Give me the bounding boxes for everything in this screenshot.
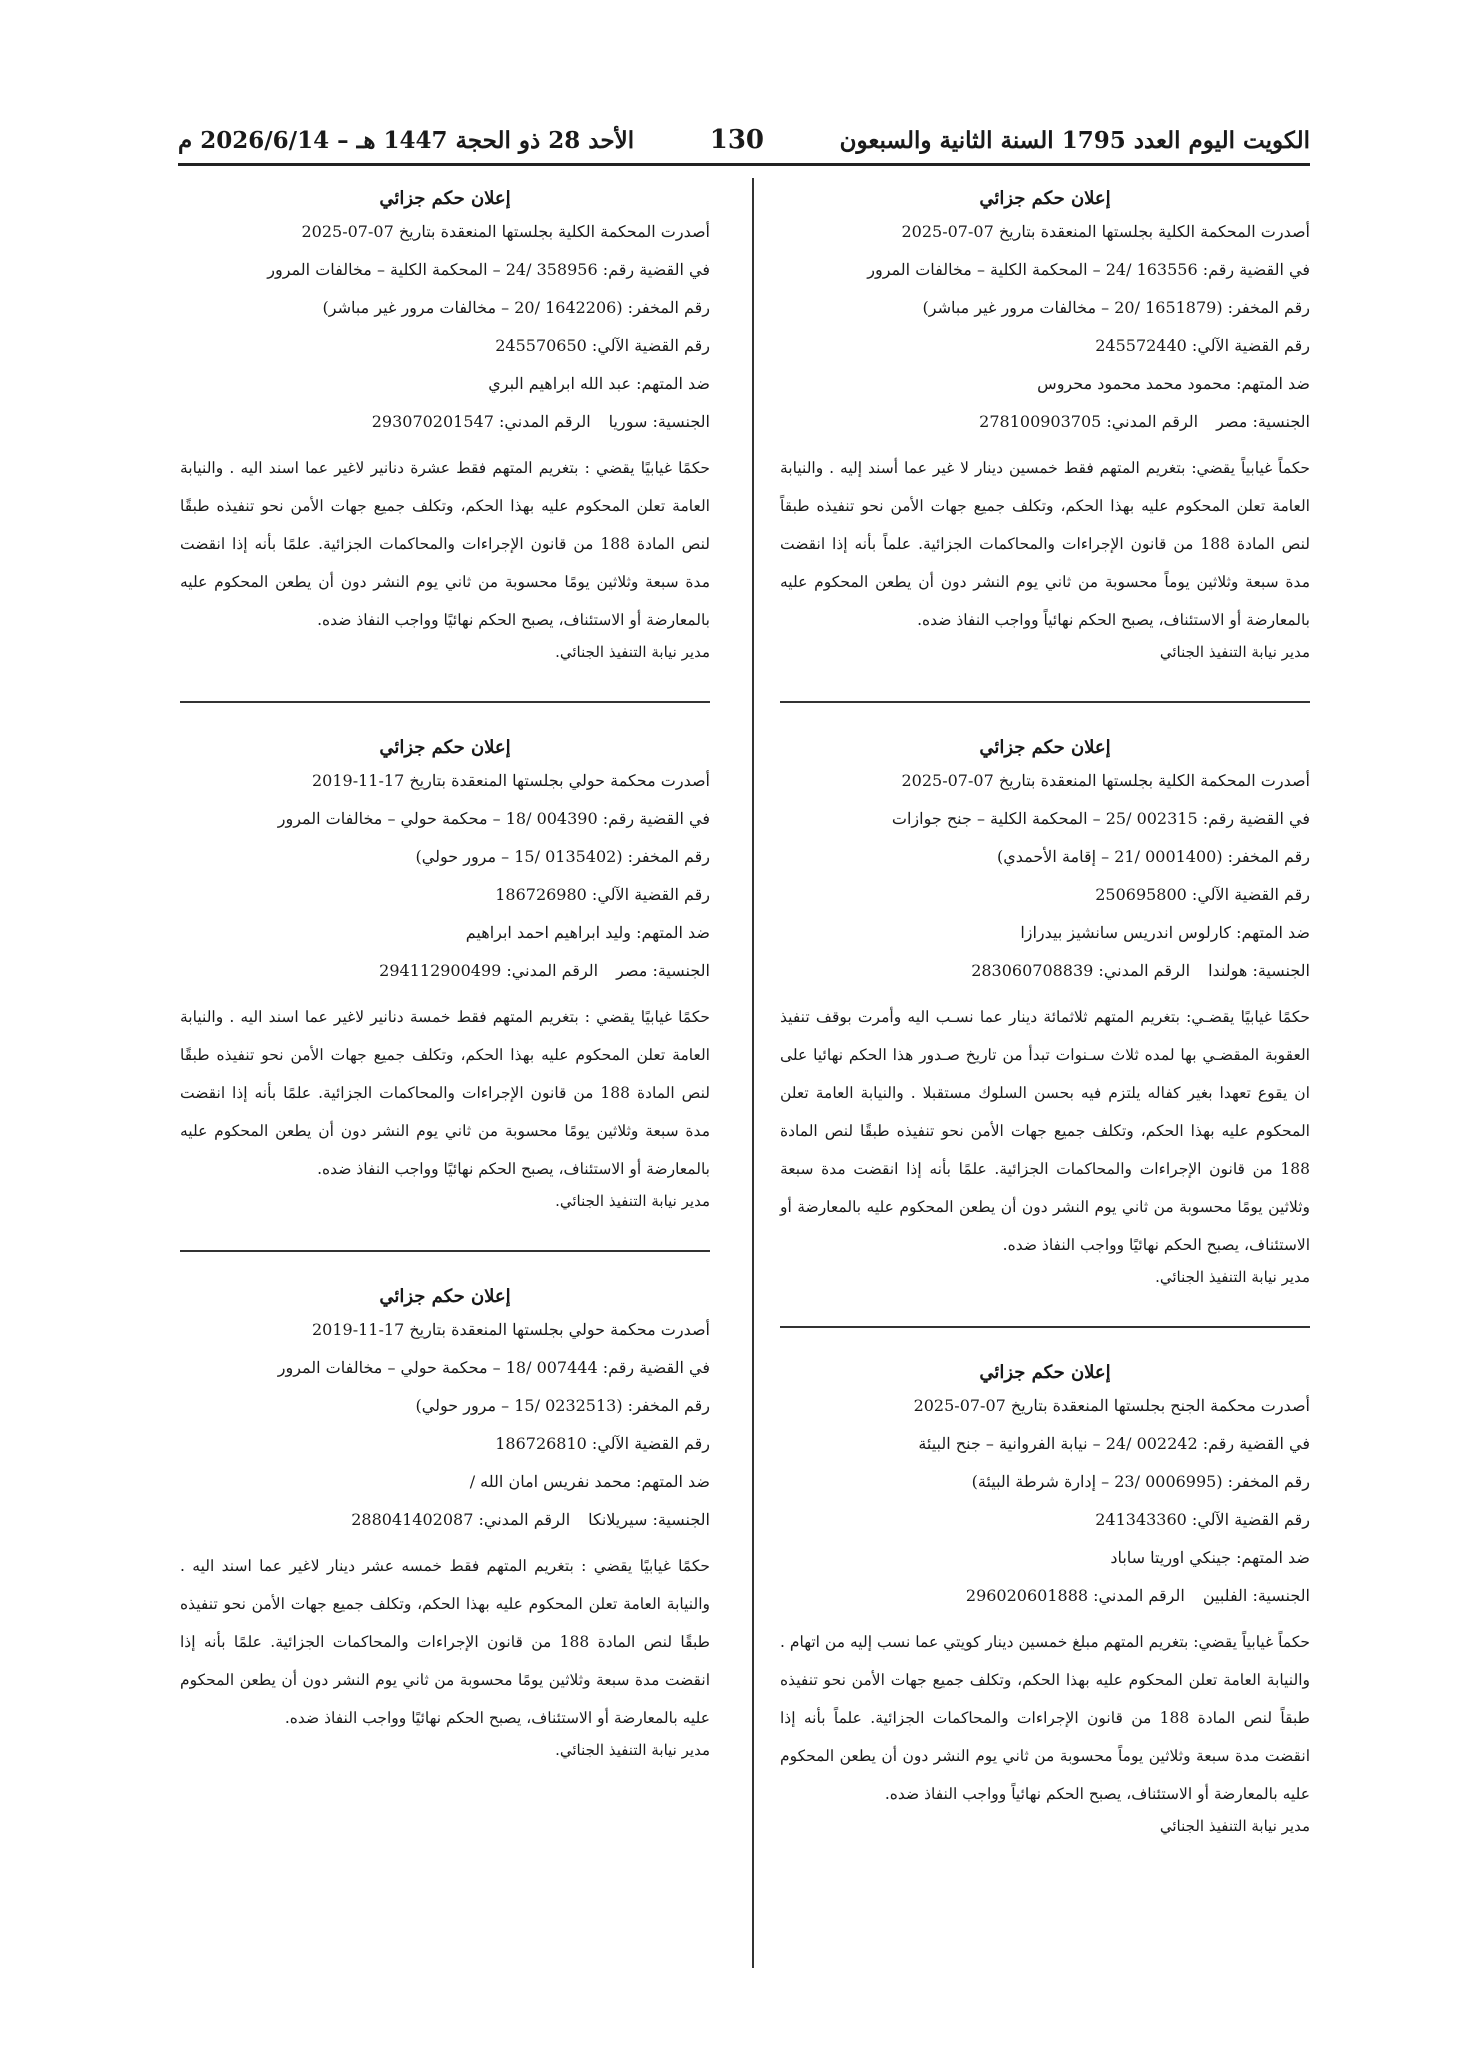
- notice-station: رقم المخفر: (0232513 /15 – مرور حولي): [415, 1396, 710, 1415]
- notice-accused: ضد المتهم: محمد نفريس امان الله /: [469, 1472, 710, 1491]
- notice-case: في القضية رقم: 002315 /25 – المحكمة الكلية – جنح جوازات: [891, 809, 1310, 828]
- notice-body: حكمًا غيابيًا يقضي : بتغريم المتهم فقط خمسة دنانير لاغير عما اسند اليه . والنيابة العامة تعلن المحكوم عليه بهذا الحكم، وتكلف جميع جهات الأمن نحو تنفيذه طبقًا لنص المادة 188 من قانون الإجراءات والمحاكمات الجزائية. علمًا بأنه إذا انقضت مدة سبعة وثلاثين يومًا محسوبة من ثاني يوم النشر دون أن يطعن المحكوم عليه بالمعارضة أو الاستئناف، يصبح الحكم نهائيًا وواجب النفاذ ضده.: [180, 1008, 710, 1178]
- page-number: 130: [709, 125, 765, 155]
- notice-body: حكماً غيابياً يقضي: بتغريم المتهم مبلغ خمسين دينار كويتي عما نسب إليه من اتهام . والنيابة العامة تعلن المحكوم عليه بهذا الحكم، وتكلف جميع جهات الأمن نحو تنفيذه طبقاً لنص المادة 188 من قانون الإجراءات والمحاكمات الجزائية. علماً بأنه إذا انقضت مدة سبعة وثلاثين يوماً محسوبة من ثاني يوم النشر دون أن يطعن المحكوم عليه بالمعارضة أو الاستئناف، يصبح الحكم نهائياً وواجب النفاذ ضده.: [780, 1633, 1310, 1803]
- notice-civil-id: الرقم المدني: 294112900499: [379, 961, 599, 980]
- notice-station: رقم المخفر: (0135402 /15 – مرور حولي): [415, 847, 710, 866]
- notice: [780, 1362, 1310, 1835]
- notice-court: أصدرت المحكمة الكلية بجلستها المنعقدة بتاريخ 07-07-2025: [301, 222, 710, 241]
- notice-body: حكمًا غيابيًا يقضـي: بتغريم المتهم ثلاثمائة دينار عما نسـب اليه وأمرت بوقف تنفيذ العقوبة المقضـي بها لمده ثلاث سـنوات تبدأ من تاريخ صـدور هذا الحكم نهائيا على ان يقوع تعهدا بغير كفاله يلتزم فيه بحسن السلوك مستقبلا . والنيابة العامة تعلن المحكوم عليه بهذا الحكم، وتكلف جميع جهات الأمن نحو تنفيذه طبقًا لنص المادة 188 من قانون الإجراءات والمحاكمات الجزائية. علمًا بأنه إذا انقضت مدة سبعة وثلاثين يومًا محسوبة من ثاني يوم النشر دون أن يطعن المحكوم عليه بالمعارضة أو الاستئناف، يصبح الحكم نهائيًا وواجب النفاذ ضده.: [780, 1008, 1310, 1254]
- notice-signature: مدير نيابة التنفيذ الجنائي.: [1155, 1268, 1310, 1286]
- notice-auto-case: رقم القضية الآلي: 186726810: [495, 1434, 710, 1453]
- notice-case: في القضية رقم: 002242 /24 – نيابة الفروانية – جنح البيئة: [918, 1434, 1310, 1453]
- notice-nationality: الجنسية: مصر: [1216, 412, 1310, 431]
- notice-title: إعلان حكم جزائي: [379, 188, 511, 209]
- notice-nationality: الجنسية: الفلبين: [1202, 1586, 1310, 1605]
- notice-court: أصدرت محكمة حولي بجلستها المنعقدة بتاريخ 17-11-2019: [312, 771, 710, 790]
- notice-separator: [180, 1250, 710, 1252]
- header-date: الأحد 28 ذو الحجة 1447 هـ – 2026/6/14 م: [178, 126, 635, 154]
- page-header: [178, 118, 1310, 162]
- notice-separator: [780, 1326, 1310, 1328]
- notice-station: رقم المخفر: (0001400 /21 – إقامة الأحمدي): [996, 847, 1310, 866]
- right-column: [780, 188, 1310, 1835]
- notice-ids: [180, 411, 710, 433]
- notice-accused: ضد المتهم: جينكي اوريتا ساباد: [1110, 1548, 1310, 1567]
- notice-case: في القضية رقم: 004390 /18 – محكمة حولي – مخالفات المرور: [277, 809, 710, 828]
- notice-accused: ضد المتهم: كارلوس اندريس سانشيز بيدرازا: [1020, 923, 1310, 942]
- notice-civil-id: الرقم المدني: 278100903705: [979, 412, 1199, 431]
- notice: [180, 737, 710, 1252]
- notice-case: في القضية رقم: 358956 /24 – المحكمة الكلية – مخالفات المرور: [267, 260, 710, 279]
- notice-civil-id: الرقم المدني: 293070201547: [371, 412, 591, 431]
- notice: [780, 188, 1310, 703]
- left-column: [180, 188, 710, 1759]
- notice-case: في القضية رقم: 007444 /18 – محكمة حولي – مخالفات المرور: [277, 1358, 710, 1377]
- notice-accused: ضد المتهم: عبد الله ابراهيم البري: [488, 374, 710, 393]
- notice-accused: ضد المتهم: وليد ابراهيم احمد ابراهيم: [465, 923, 710, 942]
- notice-signature: مدير نيابة التنفيذ الجنائي.: [555, 1741, 710, 1759]
- notice: [780, 737, 1310, 1328]
- notice-ids: [780, 411, 1310, 433]
- notice-nationality: الجنسية: سيريلانكا: [588, 1510, 710, 1529]
- notice-signature: مدير نيابة التنفيذ الجنائي.: [555, 1192, 710, 1210]
- notice-court: أصدرت المحكمة الكلية بجلستها المنعقدة بتاريخ 07-07-2025: [901, 222, 1310, 241]
- notice-signature: مدير نيابة التنفيذ الجنائي: [1159, 643, 1310, 661]
- notice-nationality: الجنسية: هولندا: [1208, 961, 1310, 980]
- notice-ids: [180, 1509, 710, 1531]
- notice-station: رقم المخفر: (0006995 /23 – إدارة شرطة البيئة): [971, 1472, 1310, 1491]
- notice-body: حكمًا غيابيًا يقضي : بتغريم المتهم فقط عشرة دنانير لاغير عما اسند اليه . والنيابة العامة تعلن المحكوم عليه بهذا الحكم، وتكلف جميع جهات الأمن نحو تنفيذه طبقًا لنص المادة 188 من قانون الإجراءات والمحاكمات الجزائية. علمًا بأنه إذا انقضت مدة سبعة وثلاثين يومًا محسوبة من ثاني يوم النشر دون أن يطعن المحكوم عليه بالمعارضة أو الاستئناف، يصبح الحكم نهائيًا وواجب النفاذ ضده.: [180, 459, 710, 629]
- notice-nationality: الجنسية: مصر: [616, 961, 710, 980]
- notice-body: حكماً غيابياً يقضي: بتغريم المتهم فقط خمسين دينار لا غير عما أسند إليه . والنيابة العامة تعلن المحكوم عليه بهذا الحكم، وتكلف جميع جهات الأمن نحو تنفيذه طبقاً لنص المادة 188 من قانون الإجراءات والمحاكمات الجزائية. علماً بأنه إذا انقضت مدة سبعة وثلاثين يوماً محسوبة من ثاني يوم النشر دون أن يطعن المحكوم عليه بالمعارضة أو الاستئناف، يصبح الحكم نهائياً وواجب النفاذ ضده.: [780, 459, 1310, 629]
- notice-title: إعلان حكم جزائي: [979, 737, 1111, 758]
- notice-auto-case: رقم القضية الآلي: 186726980: [495, 885, 710, 904]
- notice-court: أصدرت المحكمة الكلية بجلستها المنعقدة بتاريخ 07-07-2025: [901, 771, 1310, 790]
- notice-station: رقم المخفر: (1651879 /20 – مخالفات مرور غير مباشر): [922, 298, 1310, 317]
- header-rule: [178, 163, 1310, 166]
- notice-ids: [780, 1585, 1310, 1607]
- notice-nationality: الجنسية: سوريا: [608, 412, 710, 431]
- notice-signature: مدير نيابة التنفيذ الجنائي.: [555, 643, 710, 661]
- notice-civil-id: الرقم المدني: 296020601888: [965, 1586, 1185, 1605]
- notice-title: إعلان حكم جزائي: [379, 737, 511, 758]
- notice-auto-case: رقم القضية الآلي: 245572440: [1095, 336, 1310, 355]
- notice-auto-case: رقم القضية الآلي: 245570650: [495, 336, 710, 355]
- notice-title: إعلان حكم جزائي: [979, 1362, 1111, 1383]
- notice-accused: ضد المتهم: محمود محمد محمود محروس: [1037, 374, 1310, 393]
- notice-ids: [180, 960, 710, 982]
- notice-auto-case: رقم القضية الآلي: 250695800: [1095, 885, 1310, 904]
- notice-title: إعلان حكم جزائي: [379, 1286, 511, 1307]
- notice-court: أصدرت محكمة حولي بجلستها المنعقدة بتاريخ 17-11-2019: [312, 1320, 710, 1339]
- notice: [180, 1286, 710, 1759]
- notice: [180, 188, 710, 703]
- notice-ids: [780, 960, 1310, 982]
- notice-separator: [180, 701, 710, 703]
- notice-station: رقم المخفر: (1642206 /20 – مخالفات مرور غير مباشر): [322, 298, 710, 317]
- notice-signature: مدير نيابة التنفيذ الجنائي: [1159, 1817, 1310, 1835]
- notice-auto-case: رقم القضية الآلي: 241343360: [1095, 1510, 1310, 1529]
- notice-civil-id: الرقم المدني: 283060708839: [971, 961, 1191, 980]
- header-issue: الكويت اليوم العدد 1795 السنة الثانية والسبعون: [839, 126, 1310, 154]
- notice-case: في القضية رقم: 163556 /24 – المحكمة الكلية – مخالفات المرور: [867, 260, 1310, 279]
- notice-separator: [780, 701, 1310, 703]
- notice-title: إعلان حكم جزائي: [979, 188, 1111, 209]
- notice-civil-id: الرقم المدني: 288041402087: [351, 1510, 571, 1529]
- column-divider: [752, 178, 754, 1968]
- notice-body: حكمًا غيابيًا يقضي : بتغريم المتهم فقط خمسه عشر دينار لاغير عما اسند اليه . والنيابة العامة تعلن المحكوم عليه بهذا الحكم، وتكلف جميع جهات الأمن نحو تنفيذه طبقًا لنص المادة 188 من قانون الإجراءات والمحاكمات الجزائية. علمًا بأنه إذا انقضت مدة سبعة وثلاثين يومًا محسوبة من ثاني يوم النشر دون أن يطعن المحكوم عليه بالمعارضة أو الاستئناف، يصبح الحكم نهائيًا وواجب النفاذ ضده.: [180, 1557, 710, 1727]
- notice-court: أصدرت محكمة الجنح بجلستها المنعقدة بتاريخ 07-07-2025: [913, 1396, 1310, 1415]
